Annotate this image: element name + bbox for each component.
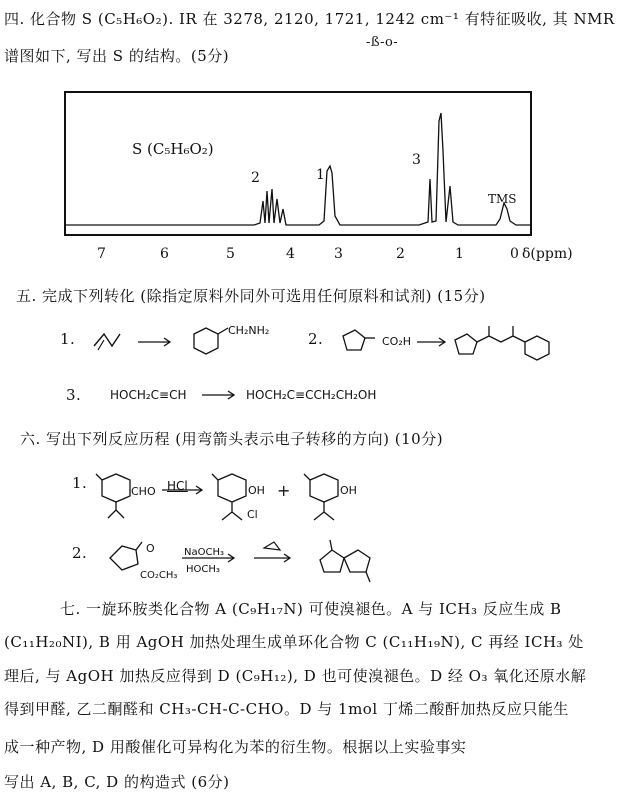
q6-item2-ester: CO₂CH₃ <box>140 570 178 581</box>
q6-item2-reagent-bottom: HOCH₃ <box>186 564 220 575</box>
q6-item1-number: 1. <box>72 474 88 492</box>
nmr-peak-label-3: 3 <box>412 152 421 168</box>
nmr-peak-label-1: 1 <box>316 167 325 183</box>
q6-item2-number: 2. <box>72 544 88 562</box>
q5-item2-number: 2. <box>308 330 324 348</box>
q6-item1-aldehyde: CHO <box>131 485 156 498</box>
q7-line5: 成一种产物, D 用酸催化可异构化为苯的衍生物。根据以上实验事实 <box>4 738 467 756</box>
nmr-compound-label: S (C₅H₆O₂) <box>132 140 214 158</box>
q5-item2-reagent: CO₂H <box>382 335 412 348</box>
q5-item3-start: HOCH₂C≡CH <box>110 388 187 402</box>
axis-tick-3: 3 <box>334 246 343 262</box>
q4-line2: 谱图如下, 写出 S 的结构。(5分) <box>4 47 230 65</box>
q6-item2-ketone-o: O <box>146 542 155 555</box>
axis-tick-2: 2 <box>396 246 405 262</box>
q5-item3-product: HOCH₂C≡CCH₂CH₂OH <box>246 388 377 402</box>
axis-unit: δ(ppm) <box>522 246 573 262</box>
q6-item1-reagent: HCl <box>167 479 188 493</box>
q6-item1-product1-oh: OH <box>248 484 265 497</box>
nmr-peak-label-2: 2 <box>251 170 260 186</box>
q5-item1-product: CH₂NH₂ <box>228 324 270 337</box>
q5-item3-number: 3. <box>66 386 82 404</box>
q6-item1-product1-cl: Cl <box>247 508 258 521</box>
q4-line1: 四. 化合物 S (C₅H₆O₂). IR 在 3278, 2120, 1721, 1242 cm⁻¹ 有特征吸收, 其 NMR <box>4 10 615 28</box>
axis-tick-0: 0 <box>510 246 519 262</box>
q6-title: 六. 写出下列反应历程 (用弯箭头表示电子转移的方向) (10分) <box>20 430 444 448</box>
nmr-trace <box>64 91 532 236</box>
axis-tick-5: 5 <box>226 246 235 262</box>
axis-tick-7: 7 <box>97 246 106 262</box>
q7-line1: 七. 一旋环胺类化合物 A (C₉H₁₇N) 可使溴褪色。A 与 ICH₃ 反应生成 B <box>60 600 562 618</box>
axis-tick-1: 1 <box>455 246 464 262</box>
q5-item1-number: 1. <box>60 330 76 348</box>
svg-text:+: + <box>277 481 291 500</box>
q5-item2-scheme <box>335 322 565 368</box>
q7-line6: 写出 A, B, C, D 的构造式 (6分) <box>4 773 230 791</box>
axis-tick-6: 6 <box>160 246 169 262</box>
q6-item1-product2-oh: OH <box>340 484 357 497</box>
q5-item3-arrow <box>200 388 240 402</box>
nmr-tms-label: TMS <box>488 192 517 206</box>
q5-title: 五. 完成下列转化 (除指定原料外同外可选用任何原料和试剂) (15分) <box>16 287 486 305</box>
q7-line3: 理后, 与 AgOH 加热反应得到 D (C₉H₁₂), D 也可使溴褪色。D 经 O₃ 氧化还原水解 <box>4 667 587 685</box>
axis-tick-4: 4 <box>286 246 295 262</box>
q7-line2: (C₁₁H₂₀NI), B 用 AgOH 加热处理生成单环化合物 C (C₁₁H₁₉N), C 再经 ICH₃ 处 <box>4 633 584 651</box>
q7-line4: 得到甲醛, 乙二酮醛和 CH₃-CH-C-CHO。D 与 1mol 丁烯二酸酐加热反应只能生 <box>4 700 569 718</box>
q6-item2-reagent-top: NaOCH₃ <box>184 547 224 558</box>
q4-annotation: -ß-o- <box>366 35 399 50</box>
